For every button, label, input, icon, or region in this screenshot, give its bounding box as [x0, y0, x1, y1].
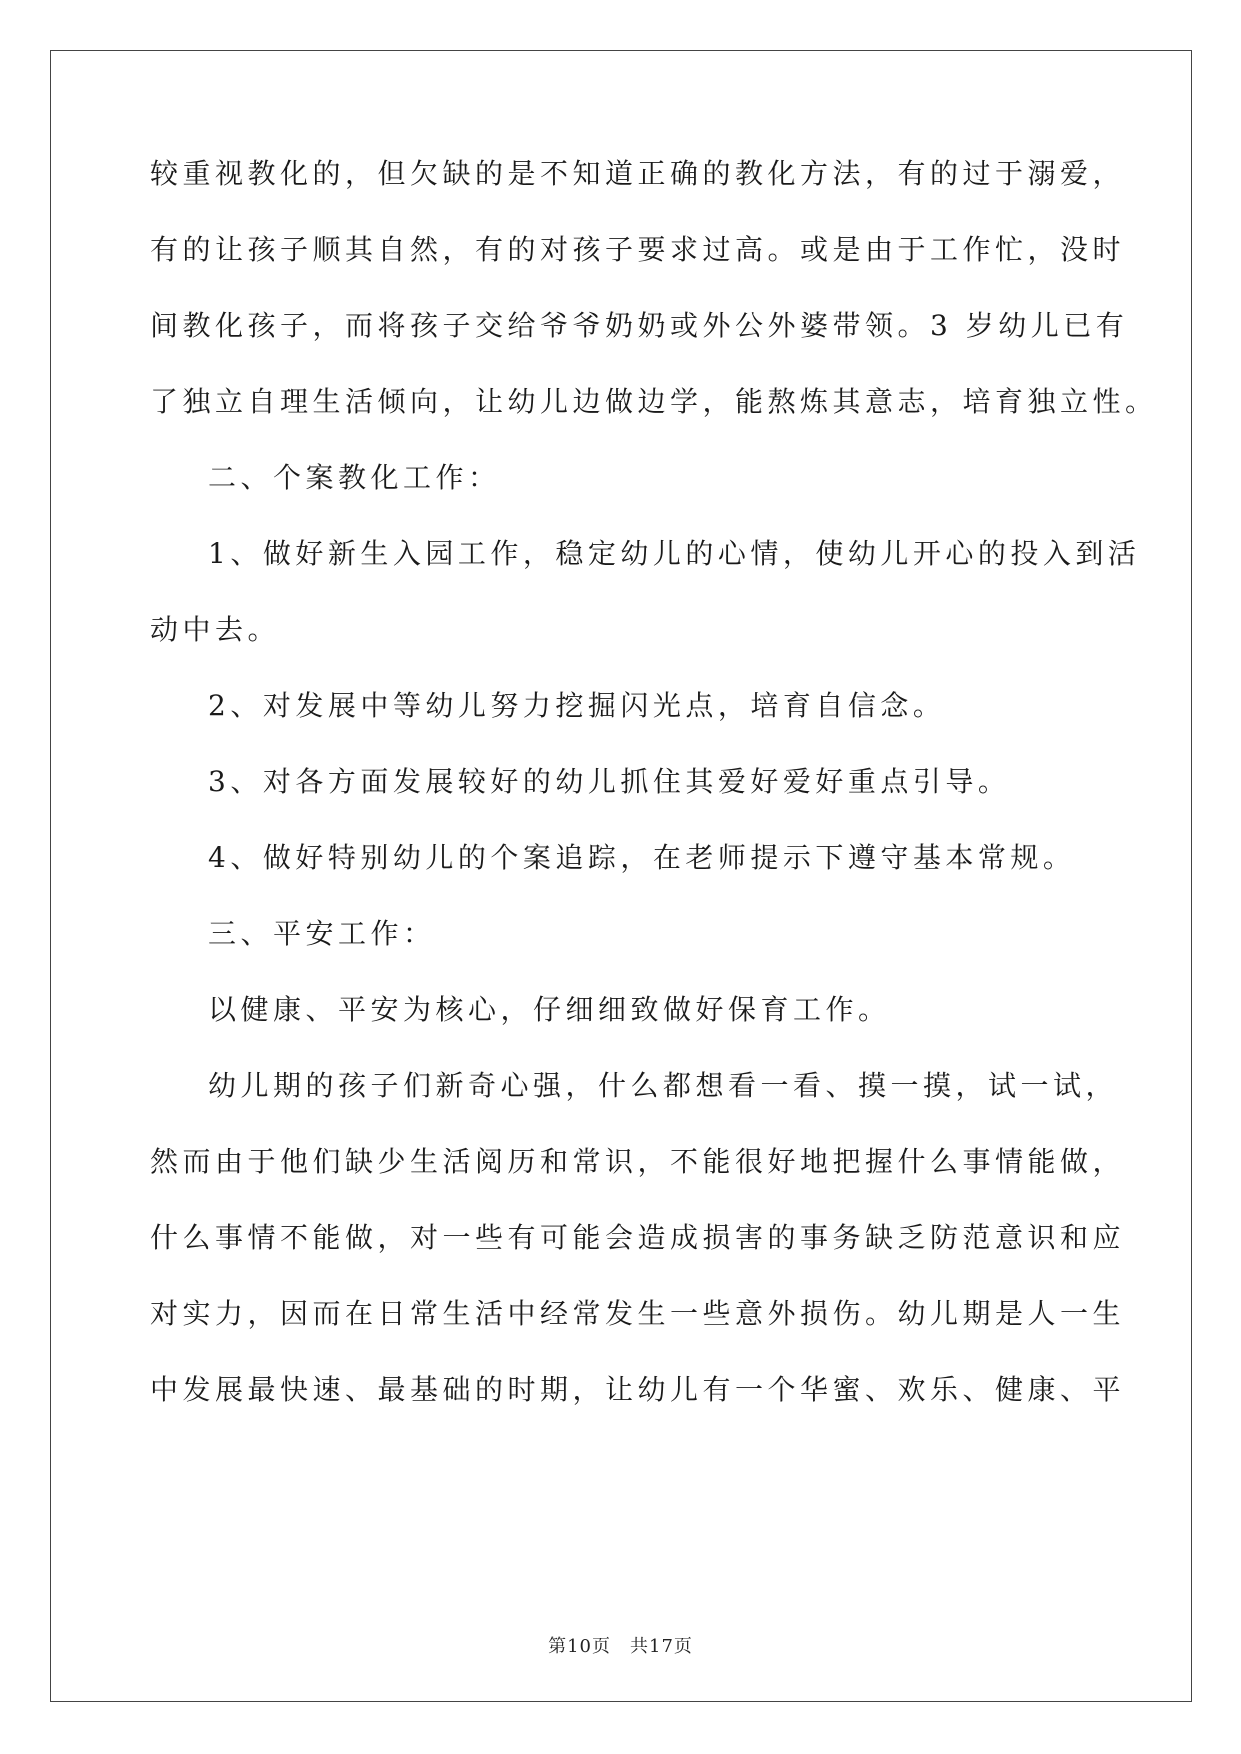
text-line: 较重视教化的，但欠缺的是不知道正确的教化方法，有的过于溺爱， [150, 157, 1126, 190]
text-line: 有的让孩子顺其自然，有的对孩子要求过高。或是由于工作忙，没时 [150, 233, 1126, 266]
text-line: 幼儿期的孩子们新奇心强，什么都想看一看、摸一摸，试一试， [208, 1069, 1119, 1102]
text-line: 了独立自理生活倾向，让幼儿边做边学，能熬炼其意志，培育独立性。 [150, 385, 1158, 418]
text-line: 对实力，因而在日常生活中经常发生一些意外损伤。幼儿期是人一生 [150, 1297, 1126, 1330]
text-line: 2、对发展中等幼儿努力挖掘闪光点，培育自信念。 [208, 689, 946, 722]
text-line: 然而由于他们缺少生活阅历和常识，不能很好地把握什么事情能做， [150, 1145, 1126, 1178]
text-line: 3、对各方面发展较好的幼儿抓住其爱好爱好重点引导。 [208, 765, 1011, 798]
text-line: 间教化孩子，而将孩子交给爷爷奶奶或外公外婆带领。3 岁幼儿已有 [150, 309, 1129, 342]
text-line: 以健康、平安为核心，仔细细致做好保育工作。 [208, 993, 891, 1026]
text-line: 什么事情不能做，对一些有可能会造成损害的事务缺乏防范意识和应 [150, 1221, 1126, 1254]
text-line: 中发展最快速、最基础的时期，让幼儿有一个华蜜、欢乐、健康、平 [150, 1373, 1126, 1406]
section-heading: 三、平安工作： [208, 917, 436, 950]
page-number-footer: 第10页 共17页 [548, 1636, 693, 1657]
text-line: 动中去。 [150, 613, 281, 646]
text-line: 1、做好新生入园工作，稳定幼儿的心情，使幼儿开心的投入到活 [208, 537, 1141, 570]
text-line: 4、做好特别幼儿的个案追踪，在老师提示下遵守基本常规。 [208, 841, 1076, 874]
section-heading: 二、个案教化工作： [208, 461, 501, 494]
